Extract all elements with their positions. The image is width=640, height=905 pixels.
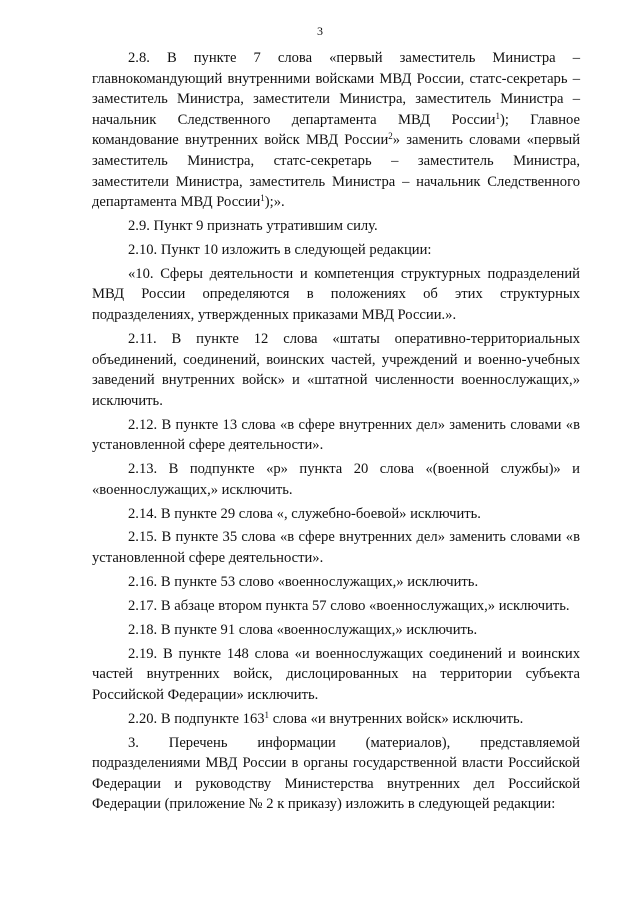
- paragraph-text: 2.10. Пункт 10 изложить в следующей редакции:: [128, 241, 432, 258]
- paragraph-p2-19: [92, 644, 580, 706]
- footnote-marker: 2: [388, 131, 393, 142]
- footnote-marker: 1: [495, 110, 500, 121]
- paragraph-text: » заменить словами «первый заместитель Министра, статс-секретарь – заместитель Министра, заместители Министра, заместитель Министра – начальник Следственного департамента МВД России: [92, 132, 581, 211]
- footnote-marker: 1: [260, 193, 265, 204]
- paragraph-text: ); Главное командование внутренних войск МВД России: [92, 111, 580, 149]
- paragraph-text: 2.9. Пункт 9 признать утратившим силу.: [128, 218, 378, 235]
- paragraph-p2-9: [92, 216, 580, 237]
- paragraph-p2-13: [92, 459, 580, 500]
- paragraph-text: слова «и внутренних войск» исключить.: [269, 710, 524, 727]
- paragraph-text: «10. Сферы деятельности и компетенция структурных подразделений МВД России определяются в положениях об этих структурных подразделениях, утвержденных приказами МВД России.».: [92, 265, 580, 324]
- paragraph-text: 3. Перечень информации (материалов), представляемой подразделениями МВД России в органы государственной власти Российской Федерации и руководству Министерства внутренних дел Российской Федерации (приложение № 2 к приказу) изложить в следующей редакции:: [92, 734, 580, 813]
- paragraph-text: 2.13. В подпункте «р» пункта 20 слова «(военной службы)» и «военнослужащих,» исключить.: [92, 461, 580, 498]
- document-body: [92, 48, 580, 818]
- paragraph-p2-11: [92, 329, 580, 411]
- paragraph-p2-12: [92, 415, 580, 456]
- footnote-marker: 1: [264, 709, 270, 720]
- paragraph-p3: [92, 733, 580, 815]
- paragraph-text: 2.11. В пункте 12 слова «штаты оперативно-территориальных объединений, соединений, воинских частей, учреждений и военно-учебных заведений внутренних войск» и «штатной численности военнослужащих,» исключить.: [92, 330, 580, 409]
- paragraph-p2-16: [92, 572, 580, 593]
- paragraph-p2-15: [92, 527, 580, 568]
- paragraph-text: 2.17. В абзаце втором пункта 57 слово «военнослужащих,» исключить.: [128, 597, 570, 614]
- paragraph-p2-8: [92, 48, 580, 213]
- paragraph-text: 2.20. В подпункте 163: [128, 710, 265, 727]
- page-number: 3: [317, 24, 323, 38]
- paragraph-text: 2.12. В пункте 13 слова «в сфере внутренних дел» заменить словами «в установленной сфере деятельности».: [92, 416, 580, 454]
- paragraph-text: 2.14. В пункте 29 слова «, служебно-боевой» исключить.: [128, 505, 481, 522]
- paragraph-p2-18: [92, 620, 580, 641]
- paragraph-text: );».: [264, 194, 285, 211]
- paragraph-text: 2.8. В пункте 7 слова «первый заместитель Министра – главнокомандующий внутренними войсками МВД России, статс-секретарь – заместитель Министра, заместители Министра, заместитель Министра – начальник Следственного департамента МВД России: [92, 50, 580, 128]
- paragraph-text: 2.19. В пункте 148 слова «и военнослужащих соединений и воинских частей внутренних войск, дислоцированных на территории субъекта Российской Федерации» исключить.: [92, 645, 580, 703]
- paragraph-p2-10-quote: [92, 264, 580, 326]
- paragraph-p2-14: [92, 504, 580, 525]
- paragraph-p2-10: [92, 240, 580, 261]
- paragraph-p2-20: [92, 709, 580, 730]
- paragraph-p2-17: [92, 596, 580, 617]
- paragraph-text: 2.15. В пункте 35 слова «в сфере внутренних дел» заменить словами «в установленной сфере деятельности».: [92, 529, 580, 567]
- paragraph-text: 2.18. В пункте 91 слова «военнослужащих,» исключить.: [128, 621, 478, 638]
- paragraph-text: 2.16. В пункте 53 слово «военнослужащих,» исключить.: [128, 573, 479, 590]
